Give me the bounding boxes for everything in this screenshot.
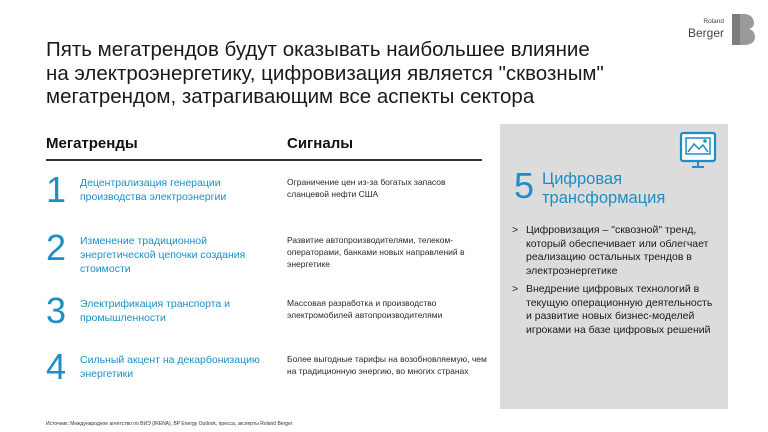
megatrends-header: Мегатренды <box>46 135 138 152</box>
megatrend-text: Изменение традиционной энергетической цепочки создания стоимости <box>80 235 246 275</box>
title-line: мегатрендом, затрагивающим все аспекты сектора <box>46 85 535 108</box>
digital-transformation-panel <box>500 124 728 409</box>
logo-text-roland: Roland <box>703 18 724 25</box>
megatrend-number: 2 <box>46 227 67 268</box>
megatrend-number: 4 <box>46 346 67 387</box>
title-line: на электроэнергетику, цифровизация является "сквозным" <box>46 61 604 85</box>
panel-bullets <box>512 224 722 342</box>
bullet-item <box>512 224 722 278</box>
megatrend-number: 3 <box>46 290 67 331</box>
bullet-text: Цифровизация – "сквозной" тренд, который обеспечивает или облегчает реализацию остальных трендов в электроэнергетике <box>526 224 709 277</box>
logo-text-berger: Berger <box>687 26 724 40</box>
header-divider <box>46 159 482 161</box>
bullet-marker: > <box>512 283 519 295</box>
bullet-marker: > <box>512 224 519 236</box>
megatrend-text: Сильный акцент на декарбонизацию энергетики <box>80 354 260 380</box>
signal-text: Массовая разработка и производство электромобилей автопроизводителями <box>287 298 443 320</box>
bullet-item <box>512 283 722 337</box>
megatrend-number: 5 <box>514 165 535 206</box>
signal-text: Развитие автопроизводителями, телеком-операторами, банками новых направлений в энергетике <box>287 235 465 269</box>
roland-berger-logo <box>687 12 758 46</box>
title-line: Пять мегатрендов будут оказывать наибольшее влияние <box>46 38 590 61</box>
slide-title <box>46 38 666 109</box>
bullet-text: Внедрение цифровых технологий в текущую операционную деятельность и развитие новых бизнес-моделей игроками на базе цифровых решений <box>526 283 713 336</box>
signal-text: Более выгодные тарифы на возобновляемую, чем на традиционную энергию, во многих странах <box>287 354 487 376</box>
megatrend-number: 1 <box>46 169 67 210</box>
megatrend-text: Электрификация транспорта и промышленности <box>80 298 231 324</box>
signal-text: Ограничение цен из-за богатых запасов сланцевой нефти США <box>287 177 446 199</box>
digital-screen-icon <box>678 130 718 170</box>
source-note: Источник: Международное агентство по ВИЭ (IRENA), BP Energy Outlook, пресса, эксперты Roland Berger <box>46 421 293 427</box>
panel-title: Цифровая трансформация <box>542 170 666 207</box>
signals-header: Сигналы <box>287 135 354 152</box>
logo-mark-icon <box>728 12 758 46</box>
megatrend-text: Децентрализация генерации производства электроэнергии <box>80 177 227 203</box>
